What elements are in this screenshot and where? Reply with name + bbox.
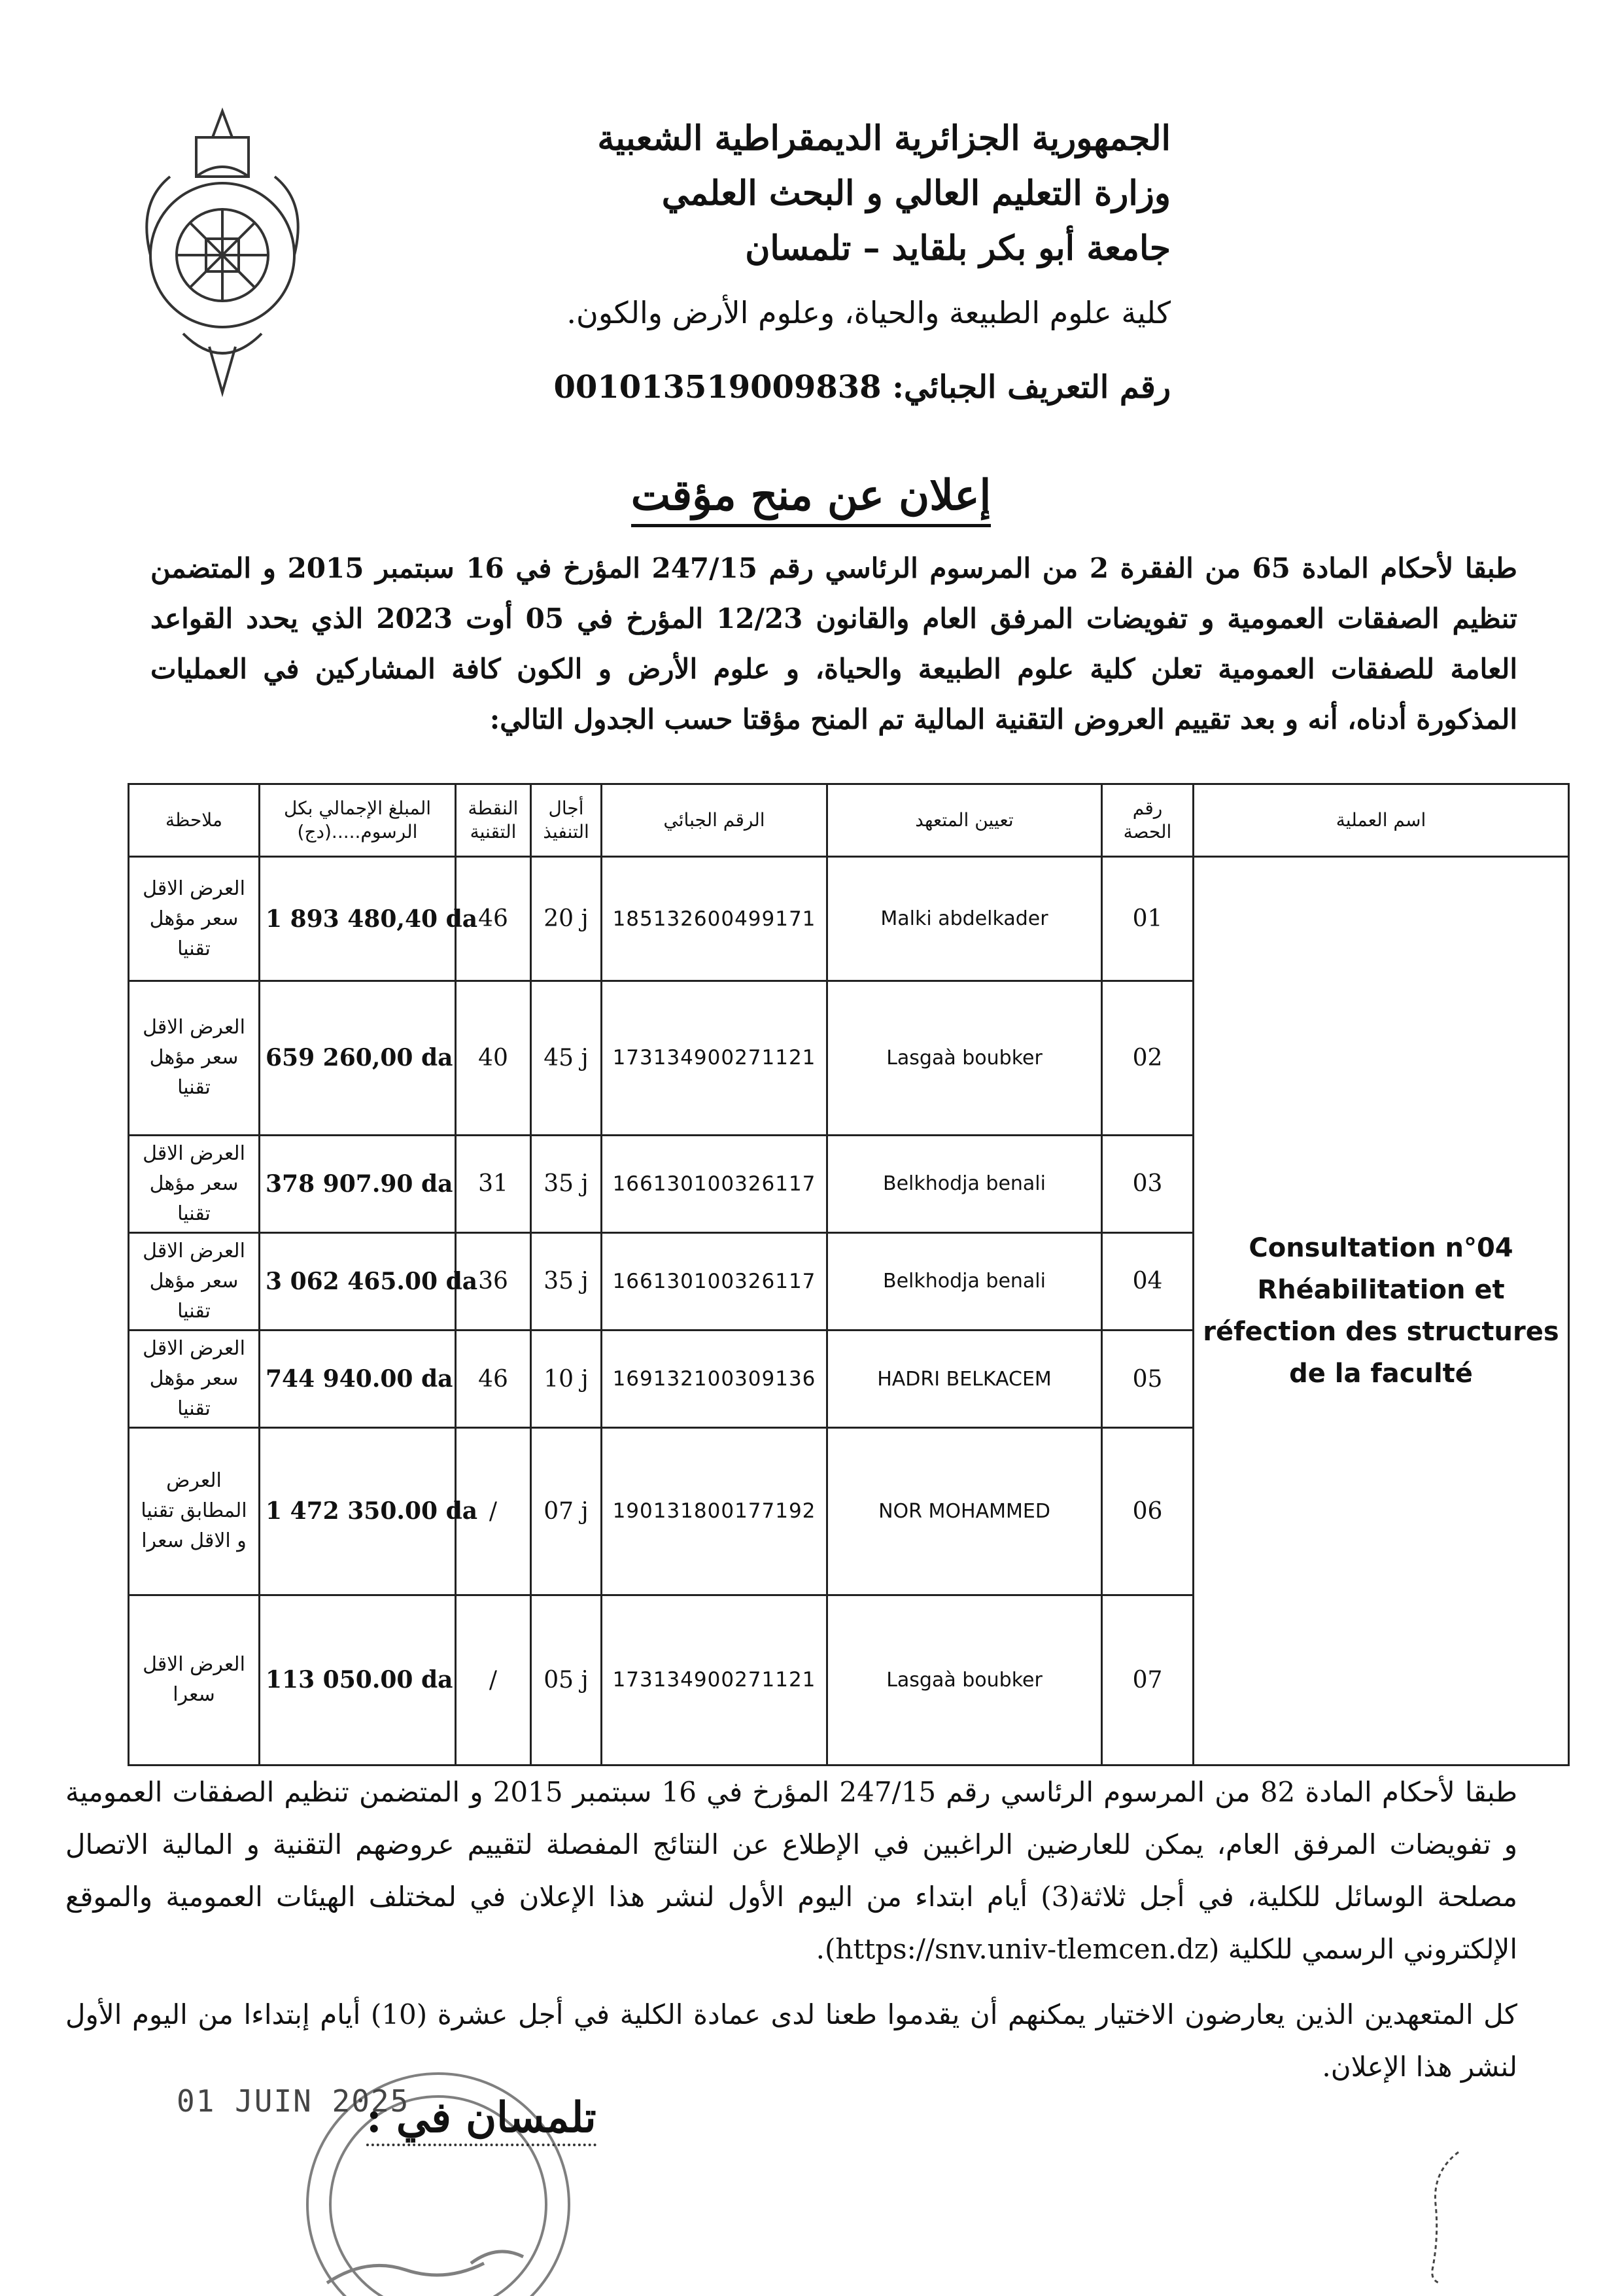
row-lot: 04 — [1102, 1232, 1194, 1330]
table-header-row — [129, 784, 1569, 857]
row-lot: 06 — [1102, 1428, 1194, 1595]
row-score: 46 — [456, 857, 531, 981]
row-score: 31 — [456, 1135, 531, 1232]
col-header-delay: أجال التنفيذ — [531, 784, 602, 857]
col-header-lot: رقم الحصة — [1102, 784, 1194, 857]
row-note: العرض الاقل سعرا — [129, 1595, 260, 1765]
row-score: / — [456, 1595, 531, 1765]
row-bidder: NOR MOHAMMED — [827, 1428, 1102, 1595]
row-amount: 744 940.00 da — [260, 1331, 456, 1428]
row-score: 46 — [456, 1331, 531, 1428]
row-delay: 35 j — [531, 1135, 602, 1232]
row-note: العرض الاقل سعر مؤهل تقنيا — [129, 1331, 260, 1428]
row-score: 36 — [456, 1232, 531, 1330]
announcement-title-text: إعلان عن منح مؤقت — [631, 471, 992, 527]
tax-id-label: رقم التعريف الجبائي: — [892, 369, 1171, 406]
row-nif: 185132600499171 — [602, 857, 827, 981]
row-nif: 190131800177192 — [602, 1428, 827, 1595]
row-bidder: Belkhodja benali — [827, 1135, 1102, 1232]
university-name: جامعة أبو بكر بلقايد – تلمسان — [745, 228, 1171, 268]
row-bidder: HADRI BELKACEM — [827, 1331, 1102, 1428]
official-seal-stamp — [131, 2008, 615, 2296]
row-score: / — [456, 1428, 531, 1595]
row-bidder: Lasgaà boubker — [827, 1595, 1102, 1765]
row-note: العرض الاقل سعر مؤهل تقنيا — [129, 1232, 260, 1330]
col-header-note: ملاحظة — [129, 784, 260, 857]
row-lot: 07 — [1102, 1595, 1194, 1765]
row-lot: 02 — [1102, 981, 1194, 1135]
row-lot: 01 — [1102, 857, 1194, 981]
col-header-nif: الرقم الجبائي — [602, 784, 827, 857]
row-note: العرض المطابق تقنيا و الاقل سعرا — [129, 1428, 260, 1595]
award-table — [128, 783, 1570, 1766]
row-nif: 169132100309136 — [602, 1331, 827, 1428]
row-amount: 378 907.90 da — [260, 1135, 456, 1232]
faculty-name: كلية علوم الطبيعة والحياة، وعلوم الأرض والكون. — [566, 295, 1171, 330]
ministry-name: وزارة التعليم العالي و البحث العلمي — [661, 173, 1171, 213]
row-nif: 166130100326117 — [602, 1232, 827, 1330]
intro-paragraph: طبقا لأحكام المادة 65 من الفقرة 2 من المرسوم الرئاسي رقم 247/15 المؤرخ في 16 سبتمبر 2015 و المتضمن تنظيم الصفقات العمومية و تفويضات المرفق العام والقانون 12/23 المؤرخ في 05 أوت 2023 الذي يحدد القواعد العامة للصفقات العمومية تعلن كلية علوم الطبيعة والحياة، و علوم الأرض و الكون كافة المشاركين في العمليات المذكورة أدناه، أنه و بعد تقييم العروض التقنية المالية تم المنح مؤقتا حسب الجدول التالي: — [150, 552, 1517, 735]
row-amount: 1 472 350.00 da — [260, 1428, 456, 1595]
col-header-amount: المبلغ الإجمالي بكل الرسوم.....(دج) — [260, 784, 456, 857]
tax-id-value: 001013519009838 — [553, 369, 882, 406]
place-and-date: تلمسان في : — [366, 2093, 596, 2146]
row-lot: 03 — [1102, 1135, 1194, 1232]
row-amount: 113 050.00 da — [260, 1595, 456, 1765]
university-logo — [124, 98, 320, 399]
col-header-score: النقطة التقنية — [456, 784, 531, 857]
appeal-deadline-paragraph: كل المتعهدين الذين يعارضون الاختيار يمكنهم أن يقدموا طعنا لدى عمادة الكلية في أجل عشرة (10) أيام إبتداءا من اليوم الأول لنشر هذا الإعلان. — [65, 1998, 1517, 2083]
row-delay: 35 j — [531, 1232, 602, 1330]
row-bidder: Malki abdelkader — [827, 857, 1102, 981]
row-amount: 1 893 480,40 da — [260, 857, 456, 981]
row-bidder: Belkhodja benali — [827, 1232, 1102, 1330]
row-note: العرض الاقل سعر مؤهل تقنيا — [129, 981, 260, 1135]
row-amount: 659 260,00 da — [260, 981, 456, 1135]
row-note: العرض الاقل سعر مؤهل تقنيا — [129, 1135, 260, 1232]
letterhead — [320, 111, 1171, 415]
col-header-operation: اسم العملية — [1194, 784, 1569, 857]
row-note: العرض الاقل سعر مؤهل تقنيا — [129, 857, 260, 981]
row-delay: 45 j — [531, 981, 602, 1135]
table-row — [129, 857, 1569, 981]
tax-id-line — [320, 360, 1171, 415]
announcement-title — [0, 471, 1622, 520]
operation-name: Consultation n°04 Rhéabilitation et réfection des structures de la faculté — [1194, 857, 1569, 1765]
row-amount: 3 062 465.00 da — [260, 1232, 456, 1330]
date-stamp: 01 JUIN 2025 — [177, 2083, 410, 2119]
col-header-bidder: تعيين المتعهد — [827, 784, 1102, 857]
row-nif: 173134900271121 — [602, 981, 827, 1135]
row-nif: 173134900271121 — [602, 1595, 827, 1765]
row-delay: 05 j — [531, 1595, 602, 1765]
row-delay: 07 j — [531, 1428, 602, 1595]
row-bidder: Lasgaà boubker — [827, 981, 1102, 1135]
row-nif: 166130100326117 — [602, 1135, 827, 1232]
row-lot: 05 — [1102, 1331, 1194, 1428]
handwritten-mark — [1413, 2146, 1478, 2289]
row-delay: 10 j — [531, 1331, 602, 1428]
row-score: 40 — [456, 981, 531, 1135]
row-delay: 20 j — [531, 857, 602, 981]
republic-name: الجمهورية الجزائرية الديمقراطية الشعبية — [597, 118, 1171, 158]
appeal-info-paragraph: طبقا لأحكام المادة 82 من المرسوم الرئاسي رقم 247/15 المؤرخ في 16 سبتمبر 2015 و المتضمن تنظيم الصفقات العمومية و تفويضات المرفق العام، يمكن للعارضين الراغبين في الإطلاع عن النتائج المفصلة لتقييم عروضهم التقنية و المالية الاتصال مصلحة الوسائل للكلية، في أجل ثلاثة(3) أيام ابتداء من اليوم الأول لنشر هذا الإعلان في لمختلف الهيئات العمومية والموقع الإلكتروني الرسمي للكلية (https://snv.univ-tlemcen.dz). — [65, 1776, 1518, 1965]
